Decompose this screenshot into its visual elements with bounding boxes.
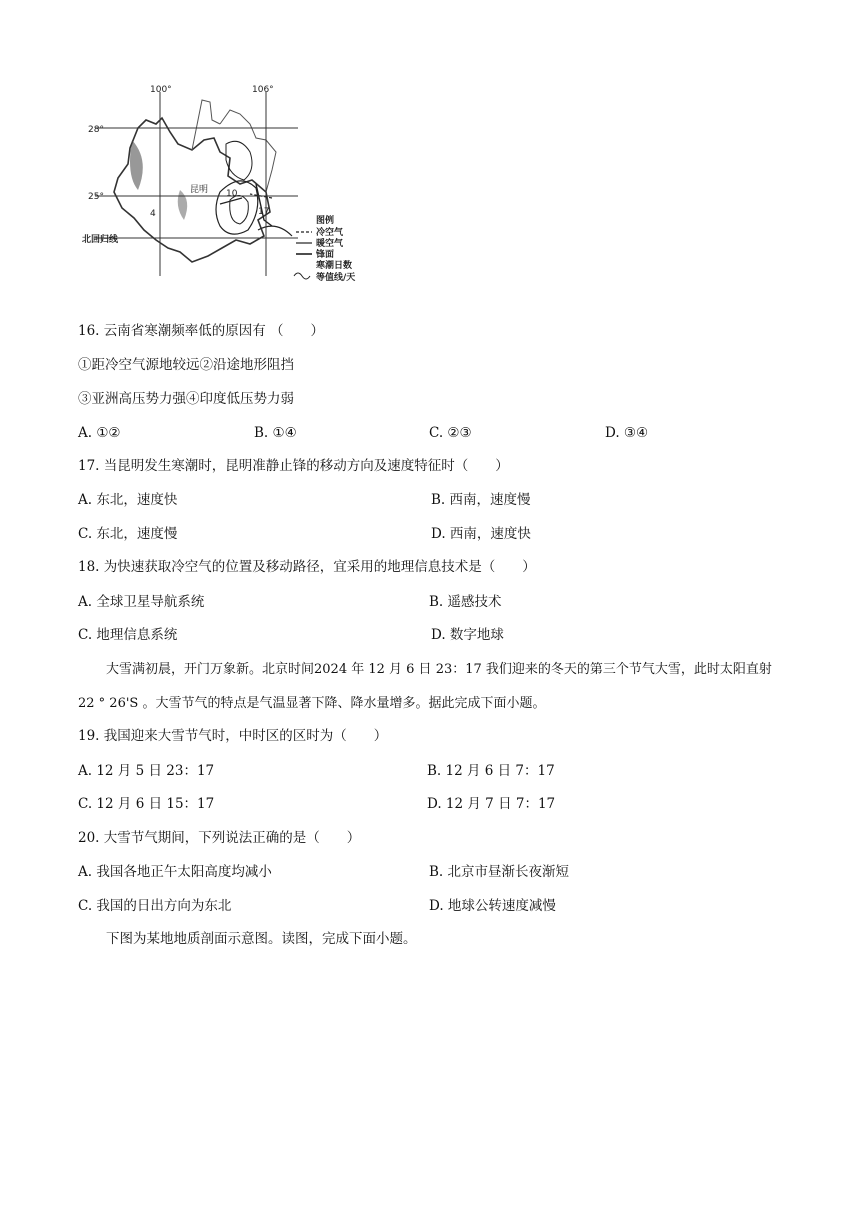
q19-option-c[interactable]: C. 12 月 6 日 15：17 <box>78 796 215 812</box>
svg-text:图例: 图例 <box>316 216 335 226</box>
q19-option-b[interactable]: B. 12 月 6 日 7：17 <box>427 763 555 779</box>
q20-option-c[interactable]: C. 我国的日出方向为东北 <box>78 898 232 914</box>
lat-label-28: 28° <box>88 125 104 135</box>
lon-label-106: 106° <box>252 85 274 95</box>
q16-statement-1: ①距冷空气源地较远②沿途地形阻挡 <box>78 357 294 373</box>
q18-option-a[interactable]: A. 全球卫星导航系统 <box>78 594 205 610</box>
svg-text:冷空气: 冷空气 <box>316 228 344 238</box>
q19-option-a[interactable]: A. 12 月 5 日 23：17 <box>78 763 215 779</box>
svg-text:暖空气: 暖空气 <box>316 239 344 249</box>
q20-option-d[interactable]: D. 地球公转速度减慢 <box>429 898 556 914</box>
q18-option-b[interactable]: B. 遥感技术 <box>429 594 502 610</box>
q16-option-b[interactable]: B. ①④ <box>254 425 297 441</box>
yunnan-cold-wave-map <box>80 80 390 298</box>
q17-option-a[interactable]: A. 东北，速度快 <box>78 492 178 508</box>
q16-statement-2: ③亚洲高压势力强④印度低压势力弱 <box>78 391 294 407</box>
q17-option-d[interactable]: D. 西南，速度快 <box>431 526 531 542</box>
q20-option-a[interactable]: A. 我国各地正午太阳高度均减小 <box>78 864 272 880</box>
passage-daxue: 大雪满初晨，开门万象新。北京时间2024 年 12 月 6 日 23：17 我们迎来的冬天的第三个节气大雪，此时太阳直射 22 ° 26'S 。大雪节气的特点是气温显著下降、降水量增多。据此完成下面小题。 <box>78 662 772 711</box>
intro-geology-section: 下图为某地地质剖面示意图。读图，完成下面小题。 <box>106 931 417 947</box>
q17-option-c[interactable]: C. 东北，速度慢 <box>78 526 178 542</box>
q18-stem: 18. 为快速获取冷空气的位置及移动路径，宜采用的地理信息技术是（ ） <box>78 559 536 575</box>
lat-label-25: 25° <box>88 192 104 202</box>
q18-option-d[interactable]: D. 数字地球 <box>431 627 504 643</box>
tropic-label: 北回归线 <box>82 235 119 245</box>
contour-label-17: 17 <box>258 207 270 217</box>
lon-label-100: 100° <box>150 85 172 95</box>
contour-label-10: 10 <box>226 189 238 199</box>
q19-option-d[interactable]: D. 12 月 7 日 7：17 <box>427 796 556 812</box>
city-label: 昆明 <box>190 185 209 195</box>
q18-option-c[interactable]: C. 地理信息系统 <box>78 627 178 643</box>
svg-text:寒潮日数: 寒潮日数 <box>316 261 353 271</box>
q16-stem: 16. 云南省寒潮频率低的原因有 （ ） <box>78 323 325 339</box>
map-legend <box>294 214 355 283</box>
q17-option-b[interactable]: B. 西南，速度慢 <box>431 492 531 508</box>
q16-option-a[interactable]: A. ①② <box>78 425 121 441</box>
svg-text:等值线/天: 等值线/天 <box>316 273 356 283</box>
q20-option-b[interactable]: B. 北京市昼渐长夜渐短 <box>429 864 570 880</box>
q20-stem: 20. 大雪节气期间，下列说法正确的是（ ） <box>78 830 361 846</box>
q16-option-c[interactable]: C. ②③ <box>429 425 472 441</box>
q19-stem: 19. 我国迎来大雪节气时，中时区的区时为（ ） <box>78 728 388 744</box>
contour-label-4: 4 <box>150 209 156 219</box>
svg-text:锋面: 锋面 <box>316 250 335 260</box>
q17-stem: 17. 当昆明发生寒潮时，昆明准静止锋的移动方向及速度特征时（ ） <box>78 458 509 474</box>
q16-option-d[interactable]: D. ③④ <box>605 425 649 441</box>
